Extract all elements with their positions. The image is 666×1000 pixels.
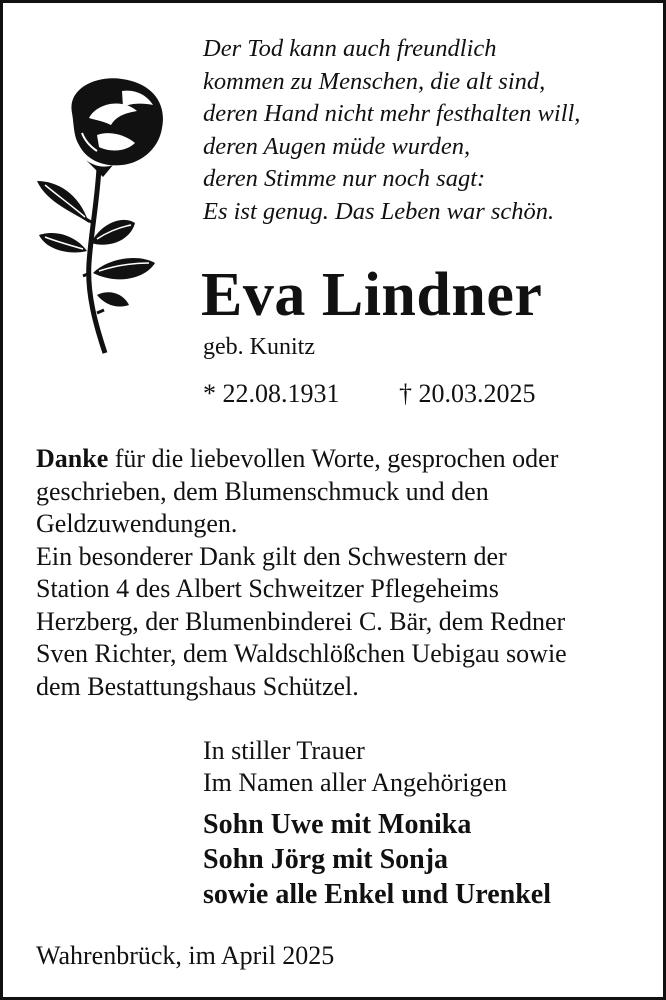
poem-line: deren Stimme nur noch sagt: [203, 165, 486, 192]
poem-line: kommen zu Menschen, die alt sind, [203, 67, 546, 95]
thanks-line: dem Bestattungshaus Schützel. [36, 671, 359, 701]
signer-line: Sohn Jörg mit Sonja [203, 844, 449, 875]
thanks-line: Ein besonderer Dank gilt den Schwestern der [36, 541, 507, 571]
death-date: † 20.03.2025 [399, 379, 536, 408]
poem [203, 33, 643, 228]
thanks-line: Station 4 des Albert Schweitzer Pflegeheims [36, 574, 499, 603]
thanks-line: Geldzuwendungen. [36, 509, 238, 538]
birth-name: geb. Kunitz [203, 334, 315, 360]
mourning-line: Im Namen aller Angehörigen [203, 768, 507, 797]
place-date: Wahrenbrück, im April 2025 [36, 941, 335, 970]
thanks-line: für die liebevollen Worte, gesprochen oder [108, 444, 559, 473]
poem-line: Es ist genug. Das Leben war schön. [203, 197, 555, 225]
mourning-text [203, 735, 507, 799]
poem-line: deren Hand nicht mehr festhalten will, [203, 100, 581, 127]
thanks-line-first [36, 443, 636, 476]
birth-date: * 22.08.1931 [203, 379, 340, 408]
mourning-line: In stiller Trauer [203, 736, 365, 765]
signer-line: Sohn Uwe mit Monika [203, 809, 472, 840]
thanks-line: Herzberg, der Blumenbinderei C. Bär, dem Redner [36, 606, 566, 636]
rose-icon [27, 73, 172, 358]
thanks-line: geschrieben, dem Blumenschmuck und den [36, 476, 489, 506]
thanks-line: Sven Richter, dem Waldschlößchen Uebigau sowie [36, 639, 567, 668]
thanks-lead-word: Danke [36, 444, 109, 473]
poem-line: deren Augen müde wurden, [203, 132, 471, 160]
deceased-name: Eva Lindner [201, 261, 543, 329]
thanks-text [36, 443, 636, 703]
poem-line: Der Tod kann auch freundlich [203, 35, 497, 62]
signer-line: sowie alle Enkel und Urenkel [203, 879, 551, 910]
signers [203, 807, 551, 912]
